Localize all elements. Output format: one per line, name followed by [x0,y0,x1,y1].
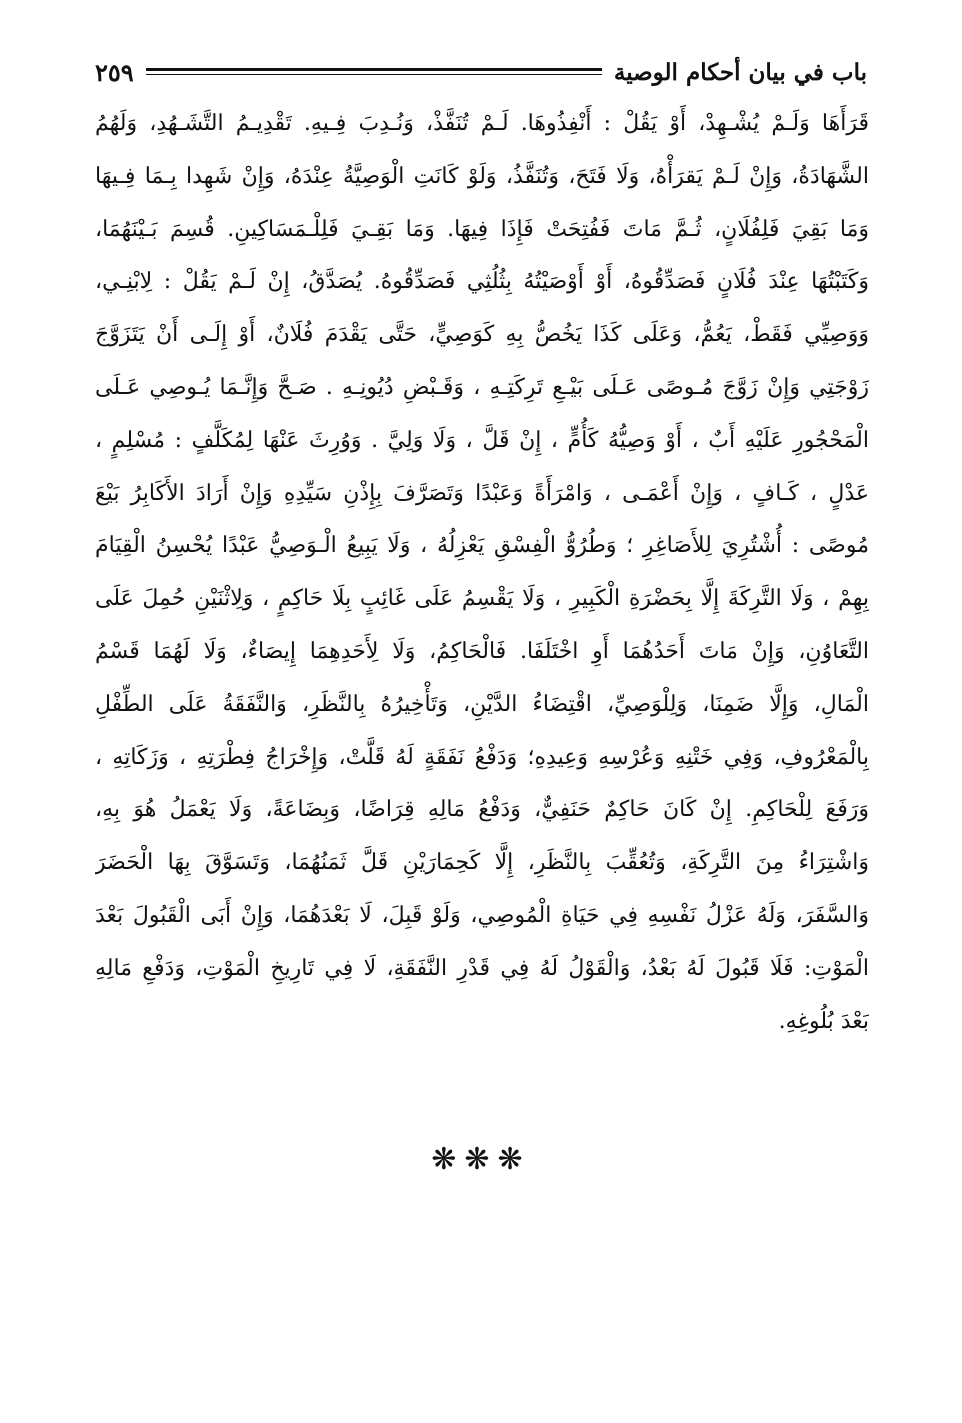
text-line: وَكَتَبْتُهَا عِنْدَ فُلَانٍ فَصَدِّقُوهُ، أَوْ أَوْصَيْتُهُ بِثُلُثِي فَصَدِّقُوهُ. يُصَدَّقُ، إِنْ لَـمْ يَقُلْ : لِابْنِـي، [95,269,869,295]
text-line: وَاشْتِرَاءُ مِنَ التَّرِكَةِ، وَتُعُقِّبَ بِالنَّظَرِ، إِلَّا كَحِمَارَيْنِ قَلَّ ثَمَنُهُمَا، وَتَسَوَّقَ بِهَا الْحَضَرَ [95,850,869,876]
text-line: بِالْمَعْرُوفِ، وَفِي خَتْنِهِ وَعُرْسِهِ وَعِيدِهِ؛ وَدَفْعُ نَفَقَةٍ لَهُ قَلَّتْ، وَإِخْرَاجُ فِطْرَتِهِ ، وَزَكَاتِهِ ، [95,744,869,770]
chapter-title: باب في بيان أحكام الوصية [613,58,867,86]
text-line: الشَّهَادَةُ، وَإِنْ لَـمْ يَقرَأْهُ، وَلَا فَتَحَ، وَتُنَفَّذُ، وَلَوْ كَانَتِ الْوَصِيَّةُ عِنْدَهُ، وَإِنْ شَهِدا بِـمَا فِـيهَا [95,163,869,189]
text-line: الْمَحْجُورِ عَلَيْهِ أَبٌ ، أَوْ وَصِيُّهُ كَأُمٍّ ، إِنْ قَلَّ ، وَلَا وَلِيَّ . وَوُرِثَ عَنْهَا لِمُكَلَّفٍ : مُسْلِمٍ ، [95,427,869,453]
text-line: زَوْجَتِي وَإِنْ زَوَّجَ مُـوصًى عَـلَى بَيْـعِ تَرِكَتِـهِ ، وَقَـبْضِ دُيُونِـهِ . صَـحَّ وَإِنَّـمَا يُـوصِي عَـلَى [95,374,869,400]
text-line: وَوَصِيِّي فَقَطْ، يَعُمُّ، وَعَلَى كَذَا يَخُصُّ بِهِ كَوَصِيٍّ، حَتَّى يَقْدَمَ فُلَانٌ، أَوْ إِلَـى أَنْ يَتَزَوَّجَ [95,322,869,348]
page-number: ٢٥٩ [95,57,134,87]
text-line: الْمَوْتِ: فَلَا قَبُولَ لَهُ بَعْدُ، وَالْقَوْلُ لَهُ فِي قَدْرِ النَّفَقَةِ، لَا فِي تَارِيخِ الْمَوْتِ، وَدَفْعِ مَالِهِ [95,955,869,981]
body-text [95,98,869,1048]
text-line: وَالسَّفَرَ، وَلَهُ عَزْلُ نَفْسِهِ فِي حَيَاةِ الْمُوصِي، وَلَوْ قَبِلَ، لَا بَعْدَهُمَا، وَإِنْ أَبَى الْقَبُولَ بَعْدَ [95,902,869,928]
text-line: مُوصًى : أُشْتُرِيَ لِلأَصَاغِرِ ؛ وَطُرُوُّ الْفِسْقِ يَعْزِلُهُ ، وَلَا يَبِيعُ الْـوَصِيُّ عَبْدًا يُحْسِنُ الْقِيَامَ [95,533,869,559]
text-line: بَعْدَ بُلُوغِهِ. [778,1008,869,1034]
text-line: قَرَأَهَا وَلَـمْ يُشْـهِدْ، أَوْ يَقُلْ : أَنْفِذُوهَا. لَـمْ تُنَفَّذْ، وَنُـدِبَ فِـيهِ. تَقْدِيـمُ التَّشَـهُدِ، وَلَهُمُ [95,111,869,136]
text-line: عَدْلٍ ، كَـافٍ ، وَإِنْ أَعْمَـى ، وَامْرَأَةً وَعَبْدًا وَتَصَرَّفَ بِإِذْنِ سَيِّدِهِ وَإِنْ أَرَادَ الأَكَابِرُ بَيْعَ [95,480,869,506]
running-header [95,50,867,94]
text-line: وَرَفَعَ لِلْحَاكِمِ. إِنْ كَانَ حَاكِمٌ حَنَفِيٌّ، وَدَفْعُ مَالِهِ قِرَاضًا، وَبِضَاعَةً، وَلَا يَعْمَلُ هُوَ بِهِ، [95,797,869,823]
header-rule [146,67,602,77]
text-line: التَّعَاوُنِ، وَإِنْ مَاتَ أَحَدُهُمَا أَوِ اخْتَلَفَا. فَالْحَاكِمُ، وَلَا لِأَحَدِهِمَا إِيصَاءٌ، وَلَا لَهُمَا قَسْمُ [95,638,869,664]
text-line: الْمَالِ، وَإِلَّا ضَمِنَا، وَلِلْوَصِيِّ، اقْتِضَاءُ الدَّيْنِ، وَتَأْخِيرُهُ بِالنَّظَرِ، وَالنَّفَقَةُ عَلَى الطِّفْلِ [95,691,869,717]
text-line: وَمَا بَقِيَ فَلِفُلَانٍ، ثُـمَّ مَاتَ فَفُتِحَتْ فَإِذَا فِيهَا. وَمَا بَقِـيَ فَلِلْـمَسَاكِينِ. قُسِمَ بَـيْنَهُمَا، [95,216,869,242]
text-line: بِهِمْ ، وَلَا التَّرِكَةَ إِلَّا بِحَضْرَةِ الْكَبِيرِ ، وَلَا يَقْسِمُ عَلَى غَائِبٍ بِلَا حَاكِمٍ ، وَلِاثْنَيْنِ حُمِلَ عَلَى [95,586,869,612]
section-end-ornament: ❋❋❋ [431,1142,531,1177]
